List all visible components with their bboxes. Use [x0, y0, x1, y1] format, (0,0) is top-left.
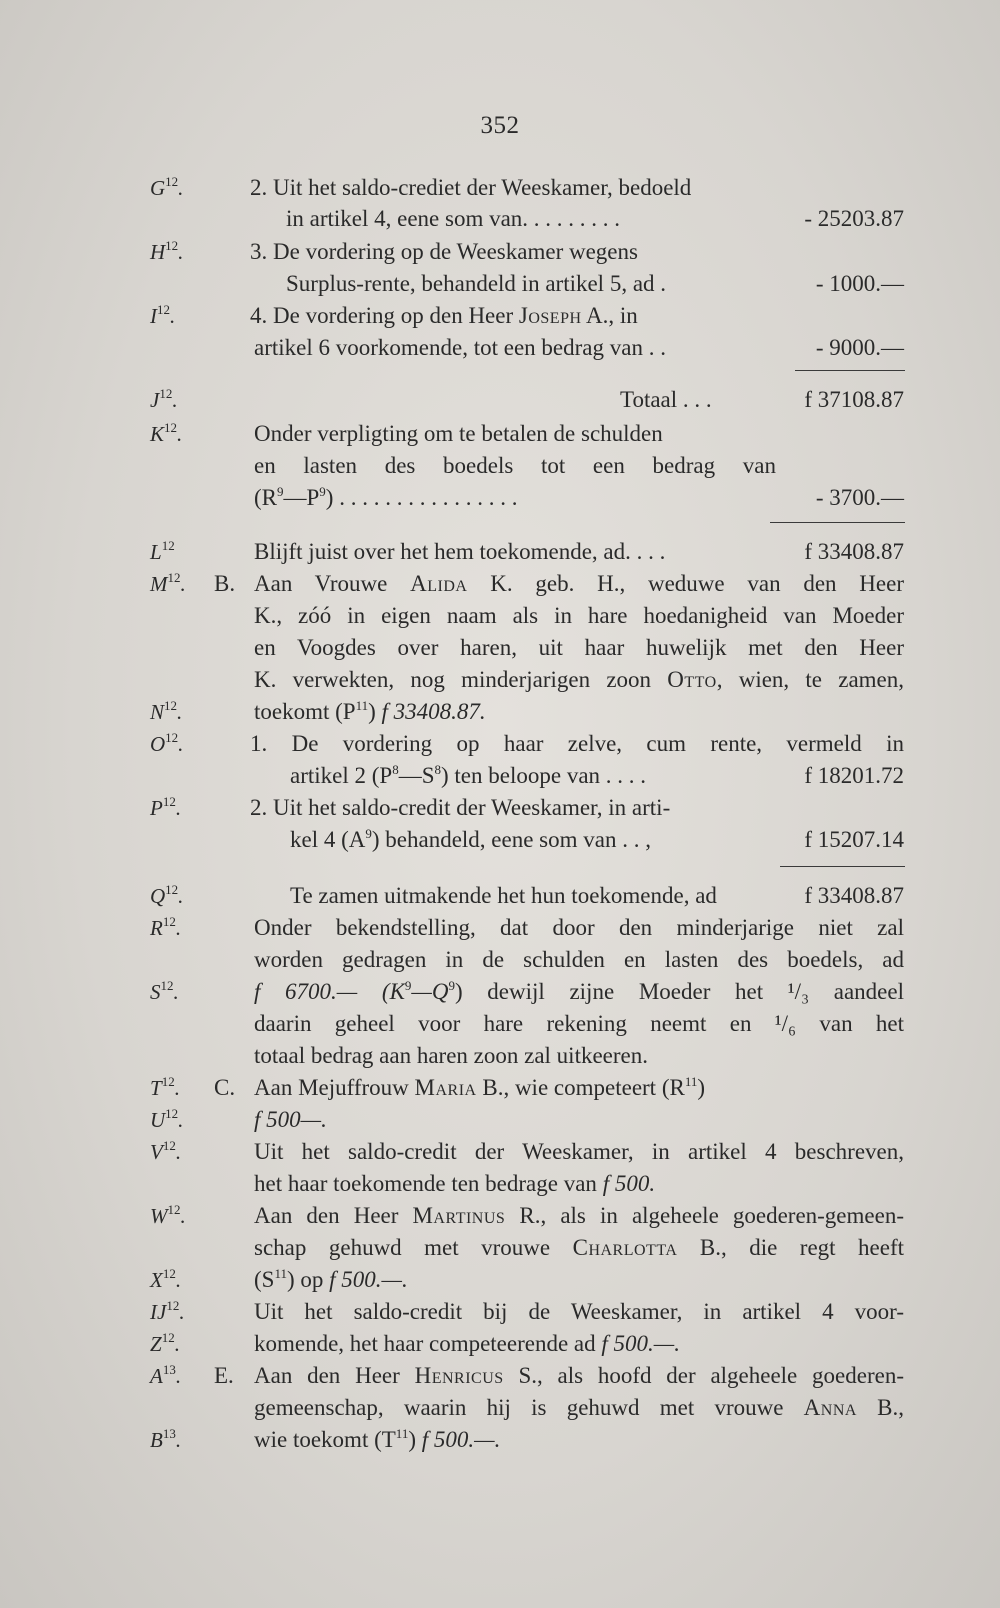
text-line — [0, 792, 1000, 824]
text-line — [0, 332, 1000, 364]
text-line — [0, 300, 1000, 332]
line-m-2: K., zóó in eigen naam als in hare hoedanigheid van Moeder — [254, 603, 904, 628]
text-line — [0, 1104, 1000, 1136]
text-line — [0, 1168, 1000, 1200]
person-name: Alida — [410, 571, 468, 596]
line-g-2: in artikel 4, eene som van. . . . . . . . . — [286, 206, 621, 231]
margin-mark-w12: $W^{12}$. — [150, 1202, 186, 1228]
line-ij-1: Uit het saldo-credit bij de Weeskamer, in artikel 4 voor- — [254, 1299, 904, 1324]
text-line — [0, 1360, 1000, 1392]
text-line — [0, 728, 1000, 760]
text-line — [0, 1232, 1000, 1264]
text-line — [0, 1072, 1000, 1104]
amount-g: - 25203.87 — [804, 206, 904, 231]
margin-mark-u12: $U^{12}$. — [150, 1106, 184, 1132]
text-line — [0, 1264, 1000, 1296]
line-q-1: Te zamen uitmakende het hun toekomende, ad — [290, 883, 717, 908]
margin-mark-s12: $S^{12}$. — [150, 978, 179, 1004]
margin-mark-b13: $B^{13}$. — [150, 1426, 182, 1452]
margin-mark-n12: $N^{12}$. — [150, 698, 183, 724]
line-n-1: toekomt $(P^{11})$ f 33408.87. — [254, 698, 486, 724]
text-line — [0, 944, 1000, 976]
page-number: 352 — [480, 112, 520, 139]
text-line — [0, 268, 1000, 300]
text-line — [0, 536, 1000, 568]
line-a13-1: Aan den Heer Henricus S., als hoofd der algeheele goederen- — [254, 1363, 904, 1388]
text-line — [0, 568, 1000, 600]
margin-mark-j12: $J^{12}$. — [150, 386, 178, 412]
person-name: Henricus — [414, 1363, 504, 1388]
line-p-1: 2. Uit het saldo-credit der Weeskamer, in arti- — [250, 795, 671, 820]
line-o-1: 1. De vordering op haar zelve, cum rente, vermeld in — [250, 731, 904, 756]
line-z-1: komende, het haar competeerende ad f 500.—. — [254, 1331, 680, 1356]
text-line — [0, 418, 1000, 450]
line-s-3: totaal bedrag aan haren zoon zal uitkeeren. — [254, 1043, 648, 1068]
text-line — [0, 696, 1000, 728]
margin-mark-r12: $R^{12}$. — [150, 914, 182, 940]
person-name: Martinus — [412, 1203, 506, 1228]
line-o-2: artikel 2 $(P^8—S^8)$ ten beloope van . . . . — [290, 762, 647, 788]
text-line — [0, 912, 1000, 944]
line-g-1: 2. Uit het saldo-crediet der Weeskamer, bedoeld — [250, 175, 692, 200]
text-line — [0, 236, 1000, 268]
text-line — [0, 384, 1000, 416]
text-line — [0, 1008, 1000, 1040]
text-line — [0, 1424, 1000, 1456]
person-name: Anna — [803, 1395, 857, 1420]
text-line — [0, 632, 1000, 664]
line-m-4: K. verwekten, nog minderjarigen zoon Otto, wien, te zamen, — [254, 667, 904, 692]
line-h-1: 3. De vordering op de Weeskamer wegens — [250, 239, 638, 264]
line-s-2: daarin geheel voor hare rekening neemt en ¹/₆ van het — [254, 1011, 905, 1036]
line-v-1: Uit het saldo-credit der Weeskamer, in artikel 4 beschreven, — [254, 1139, 904, 1164]
line-v-2: het haar toekomende ten bedrage van f 500. — [254, 1171, 656, 1196]
line-l-1: Blijft juist over het hem toekomende, ad. . . . — [254, 539, 666, 564]
text-line — [0, 1328, 1000, 1360]
margin-mark-t12: $T^{12}$. — [150, 1074, 180, 1100]
sum-rule — [770, 522, 905, 523]
text-line — [0, 880, 1000, 912]
text-line — [0, 1296, 1000, 1328]
margin-mark-h12: $H^{12}$. — [150, 238, 184, 264]
text-line — [0, 976, 1000, 1008]
text-line — [0, 600, 1000, 632]
line-m-1: Aan Vrouwe Alida K. geb. H., weduwe van den Heer — [254, 571, 904, 596]
margin-mark-k12: $K^{12}$. — [150, 420, 183, 446]
text-line — [0, 824, 1000, 856]
margin-mark-z12: $Z^{12}$. — [150, 1330, 180, 1356]
fraction: ¹/₆ — [774, 1011, 797, 1036]
line-b13-1: wie toekomt $(T^{11})$ f 500.—. — [254, 1426, 501, 1452]
line-s-1: f 6700.— $(K^9—Q^9)$ dewijl zijne Moeder het ¹/₃ aandeel — [254, 978, 904, 1004]
section-letter-b: B. — [214, 571, 236, 596]
amount-h: - 1000.— — [815, 271, 904, 296]
amount-q: f 33408.87 — [804, 883, 904, 908]
text-line — [0, 1040, 1000, 1072]
line-k-3: $(R^9—P^9)$ . . . . . . . . . . . . . . . . — [254, 484, 518, 510]
section-letter-c: C. — [214, 1075, 236, 1100]
total-label: Totaal . . . — [620, 387, 712, 412]
margin-mark-g12: $G^{12}$. — [150, 174, 184, 200]
line-r-2: worden gedragen in de schulden en lasten des boedels, ad — [254, 947, 904, 972]
line-w-1: Aan den Heer Martinus R., als in algeheele goederen-gemeen- — [254, 1203, 904, 1228]
margin-mark-a13: $A^{13}$. — [150, 1362, 182, 1388]
person-name: Maria — [414, 1075, 477, 1100]
margin-mark-q12: $Q^{12}$. — [150, 882, 184, 908]
line-r-1: Onder bekendstelling, dat door den minderjarige niet zal — [254, 915, 904, 940]
line-x-1: $(S^{11})$ op f 500.—. — [254, 1266, 408, 1292]
amount-l: f 33408.87 — [804, 539, 904, 564]
section-letter-e: E. — [214, 1363, 234, 1388]
line-h-2: Surplus-rente, behandeld in artikel 5, ad . — [286, 271, 667, 296]
line-m-3: en Voogdes over haren, uit haar huwelijk met den Heer — [254, 635, 904, 660]
amount-o: f 18201.72 — [804, 763, 904, 788]
text-line — [0, 450, 1000, 482]
person-name: Joseph — [518, 303, 582, 328]
line-a13-2: gemeenschap, waarin hij is gehuwd met vrouwe Anna B., — [254, 1395, 904, 1420]
line-p-2: kel 4 $(A^9)$ behandeld, eene som van . . , — [290, 826, 651, 852]
fraction: ¹/₃ — [787, 979, 810, 1004]
amount-j: f 37108.87 — [804, 387, 904, 412]
text-line — [0, 482, 1000, 514]
sum-rule — [795, 370, 905, 371]
line-w-2: schap gehuwd met vrouwe Charlotta B., die regt heeft — [254, 1235, 904, 1260]
line-u-1: f 500—. — [254, 1107, 327, 1132]
margin-mark-x12: $X^{12}$. — [150, 1266, 182, 1292]
text-line — [0, 203, 1000, 235]
margin-mark-m12: $M^{12}$. — [150, 570, 186, 596]
person-name: Charlotta — [572, 1235, 678, 1260]
sum-rule — [780, 866, 905, 867]
line-k-2: en lasten des boedels tot een bedrag van — [254, 453, 776, 478]
text-line — [0, 1200, 1000, 1232]
margin-mark-v12: $V^{12}$. — [150, 1138, 182, 1164]
amount-p: f 15207.14 — [804, 827, 904, 852]
margin-mark-l12: $L^{12}$ — [150, 538, 175, 564]
line-i-1: 4. De vordering op den Heer Joseph A., in — [250, 303, 638, 328]
margin-mark-p12: $P^{12}$. — [150, 794, 182, 820]
margin-mark-i12: $I^{12}$. — [150, 302, 176, 328]
text-line — [0, 172, 1000, 204]
line-k-1: Onder verpligting om te betalen de schulden — [254, 421, 663, 446]
line-t-1: Aan Mejuffrouw Maria B., wie competeert $(R^{11})$ — [254, 1074, 706, 1100]
margin-mark-ij12: IJ$^{12}$. — [150, 1298, 185, 1324]
margin-mark-o12: $O^{12}$. — [150, 730, 184, 756]
text-line — [0, 1136, 1000, 1168]
text-line — [0, 760, 1000, 792]
person-name: Otto — [667, 667, 717, 692]
amount-i: - 9000.— — [815, 335, 904, 360]
text-line — [0, 664, 1000, 696]
line-i-2: artikel 6 voorkomende, tot een bedrag van . . — [254, 335, 666, 360]
text-line — [0, 1392, 1000, 1424]
amount-k: - 3700.— — [815, 485, 904, 510]
